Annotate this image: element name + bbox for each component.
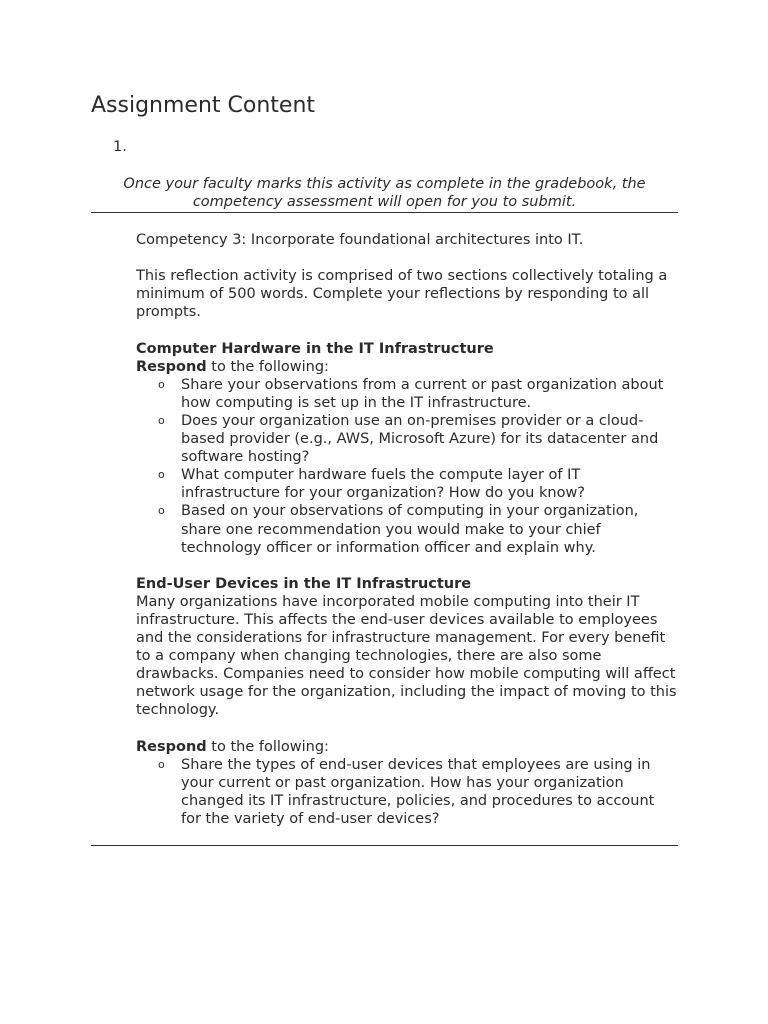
hollow-bullet-icon: o xyxy=(158,377,165,391)
respond-instruction-end-user xyxy=(136,738,678,756)
hollow-bullet-icon: o xyxy=(158,757,165,771)
end-user-devices-paragraph: Many organizations have incorporated mobile computing into their IT infrastructure. This affects the end-user devices available to employees and the considerations for infrastructure management. For every benefit to a company when changing technologies, there are also some drawbacks. Companies need to consider how mobile computing will affect network usage for the organization, including the impact of moving to this technology. xyxy=(136,593,677,719)
prompt-item xyxy=(136,756,678,828)
page-title: Assignment Content xyxy=(91,93,316,118)
hollow-bullet-icon: o xyxy=(158,504,165,518)
prompt-item xyxy=(136,376,678,412)
top-divider xyxy=(91,212,678,213)
intro-paragraph: This reflection activity is comprised of two sections collectively totaling a minimum of 500 words. Complete your reflections by responding to all prompts. xyxy=(136,268,668,321)
section-heading-end-user-devices: End-User Devices in the IT Infrastructure xyxy=(136,575,472,592)
assignment-body xyxy=(136,231,678,828)
prompt-text: Share the types of end-user devices that employees are using in your current or past organization. How has your organization changed its IT infrastructure, policies, and procedures to account for the variety of end-user devices? xyxy=(181,756,655,827)
prompt-text: What computer hardware fuels the compute layer of IT infrastructure for your organization? How do you know? xyxy=(181,467,585,502)
respond-instruction-hardware xyxy=(136,358,678,376)
completion-note: Once your faculty marks this activity as complete in the gradebook, the competency assessment will open for you to submit. xyxy=(123,176,646,210)
bottom-divider xyxy=(91,845,678,846)
prompt-item xyxy=(136,466,678,502)
prompt-text: Share your observations from a current or past organization about how computing is set up in the IT infrastructure. xyxy=(181,376,664,411)
competency-statement: Competency 3: Incorporate foundational architectures into IT. xyxy=(136,232,584,248)
hollow-bullet-icon: o xyxy=(158,413,165,427)
prompt-item xyxy=(136,502,678,556)
respond-bold: Respond xyxy=(136,358,207,375)
respond-rest: to the following: xyxy=(206,358,329,375)
list-item-number: 1. xyxy=(113,139,127,155)
prompt-text: Based on your observations of computing in your organization, share one recommendation you would make to your chief technology officer or information officer and explain why. xyxy=(181,503,639,556)
prompt-list-hardware xyxy=(136,376,678,557)
prompt-text: Does your organization use an on-premises provider or a cloud-based provider (e.g., AWS, Microsoft Azure) for its datacenter and software hosting? xyxy=(181,412,659,466)
prompt-list-end-user xyxy=(136,756,678,828)
respond-bold: Respond xyxy=(136,738,207,755)
respond-rest: to the following: xyxy=(206,738,329,755)
section-heading-hardware: Computer Hardware in the IT Infrastructure xyxy=(136,340,494,357)
prompt-item xyxy=(136,412,678,466)
hollow-bullet-icon: o xyxy=(158,468,165,482)
